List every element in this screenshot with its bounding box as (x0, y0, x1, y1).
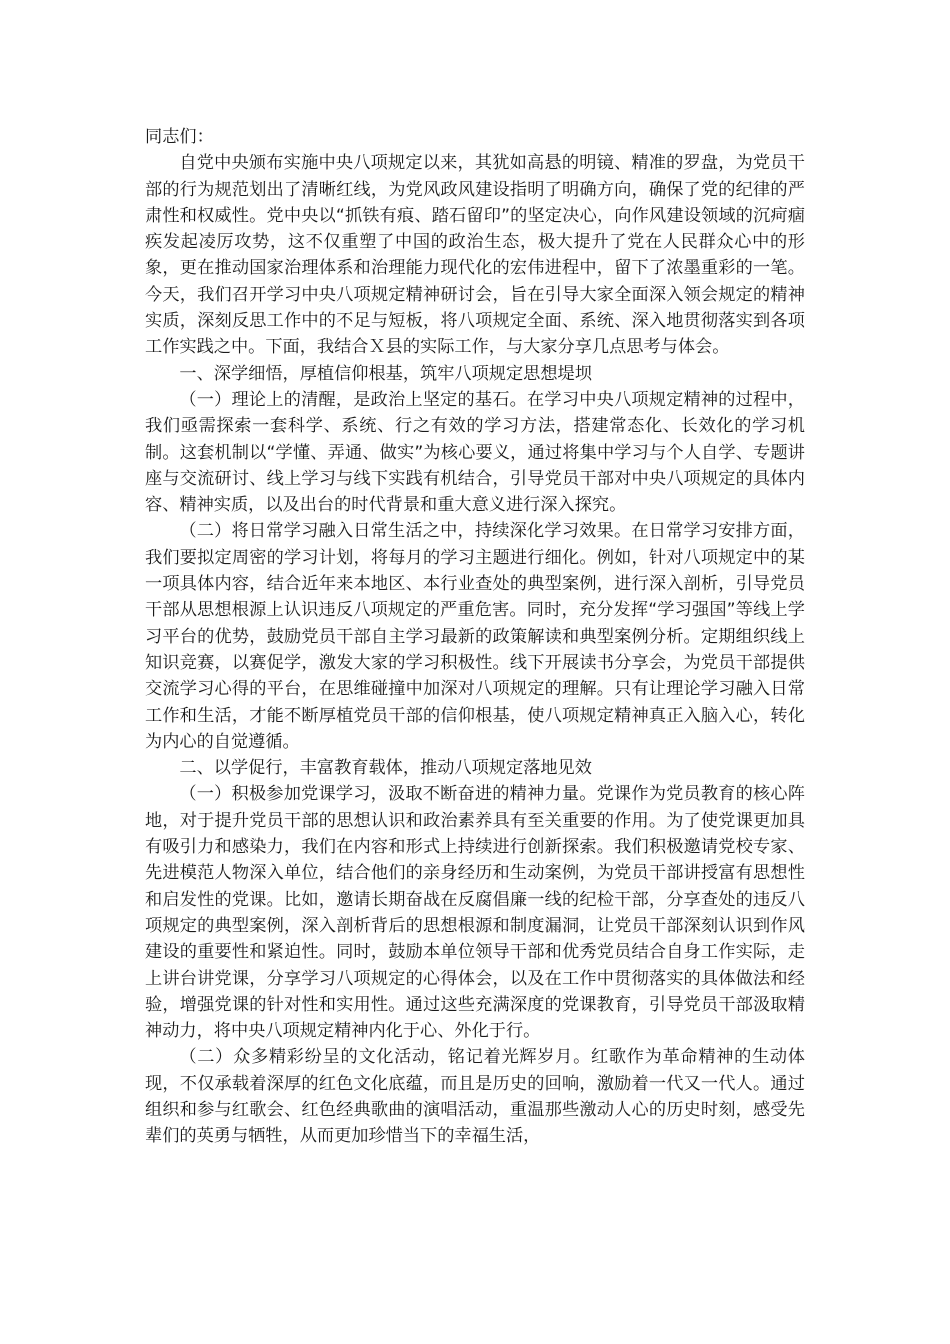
subsection-1-1-paragraph: （一）理论上的清醒，是政治上坚定的基石。在学习中央八项规定精神的过程中，我们亟需探索一套科学、系统、行之有效的学习方法，搭建常态化、长效化的学习机制。这套机制以“学懂、弄通、做实”为核心要义，通过将集中学习与个人自学、专题讲座与交流研讨、线上学习与线下实践有机结合，引导党员干部对中央八项规定的具体内容、精神实质，以及出台的时代背景和重大意义进行深入探究。 (145, 389, 805, 516)
subsection-2-1-paragraph: （一）积极参加党课学习，汲取不断奋进的精神力量。党课作为党员教育的核心阵地，对于提升党员干部的思想认识和政治素养具有至关重要的作用。为了使党课更加具有吸引力和感染力，我们在内容和形式上持续进行创新探索。我们积极邀请党校专家、先进模范人物深入单位，结合他们的亲身经历和生动案例，为党员干部讲授富有思想性和启发性的党课。比如，邀请长期奋战在反腐倡廉一线的纪检干部，分享查处的违反八项规定的典型案例，深入剖析背后的思想根源和制度漏洞，让党员干部深刻认识到作风建设的重要性和紧迫性。同时，鼓励本单位领导干部和优秀党员结合自身工作实际，走上讲台讲党课，分享学习八项规定的心得体会，以及在工作中贯彻落实的具体做法和经验，增强党课的针对性和实用性。通过这些充满深度的党课教育，引导党员干部汲取精神动力，将中央八项规定精神内化于心、外化于行。 (145, 784, 805, 1042)
subsection-2-2-paragraph: （二）众多精彩纷呈的文化活动，铭记着光辉岁月。红歌作为革命精神的生动体现，不仅承载着深厚的红色文化底蕴，而且是历史的回响，激励着一代又一代人。通过组织和参与红歌会、红色经典歌曲的演唱活动，重温那些激动人心的历史时刻，感受先辈们的英勇与牺牲，从而更加珍惜当下的幸福生活， (145, 1047, 805, 1147)
subsection-1-2-paragraph: （二）将日常学习融入日常生活之中，持续深化学习效果。在日常学习安排方面，我们要拟定周密的学习计划，将每月的学习主题进行细化。例如，针对八项规定中的某一项具体内容，结合近年来本地区、本行业查处的典型案例，进行深入剖析，引导党员干部从思想根源上认识违反八项规定的严重危害。同时，充分发挥“学习强国”等线上学习平台的优势，鼓励党员干部自主学习最新的政策解读和典型案例分析。定期组织线上知识竞赛，以赛促学，激发大家的学习积极性。线下开展读书分享会，为党员干部提供交流学习心得的平台，在思维碰撞中加深对八项规定的理解。只有让理论学习融入日常工作和生活，才能不断厚植党员干部的信仰根基，使八项规定精神真正入脑入心，转化为内心的自觉遵循。 (145, 521, 805, 752)
section-heading-1: 一、深学细悟，厚植信仰根基，筑牢八项规定思想堤坝 (179, 363, 592, 384)
greeting: 同志们： (145, 127, 214, 147)
document-body (145, 124, 805, 1150)
section-heading-2: 二、以学促行，丰富教育载体，推动八项规定落地见效 (179, 758, 592, 779)
intro-paragraph: 自党中央颁布实施中央八项规定以来，其犹如高悬的明镜、精准的罗盘，为党员干部的行为规范划出了清晰红线，为党风政风建设指明了明确方向，确保了党的纪律的严肃性和权威性。党中央以“抓铁有痕、踏石留印”的坚定决心，向作风建设领域的沉疴痼疾发起凌厉攻势，这不仅重塑了中国的政治生态，极大提升了党在人民群众心中的形象，更在推动国家治理体系和治理能力现代化的宏伟进程中，留下了浓墨重彩的一笔。今天，我们召开学习中央八项规定精神研讨会，旨在引导大家全面深入领会规定的精神实质，深刻反思工作中的不足与短板，将八项规定全面、系统、深入地贯彻落实到各项工作实践之中。下面，我结合Ｘ县的实际工作，与大家分享几点思考与体会。 (145, 153, 805, 358)
